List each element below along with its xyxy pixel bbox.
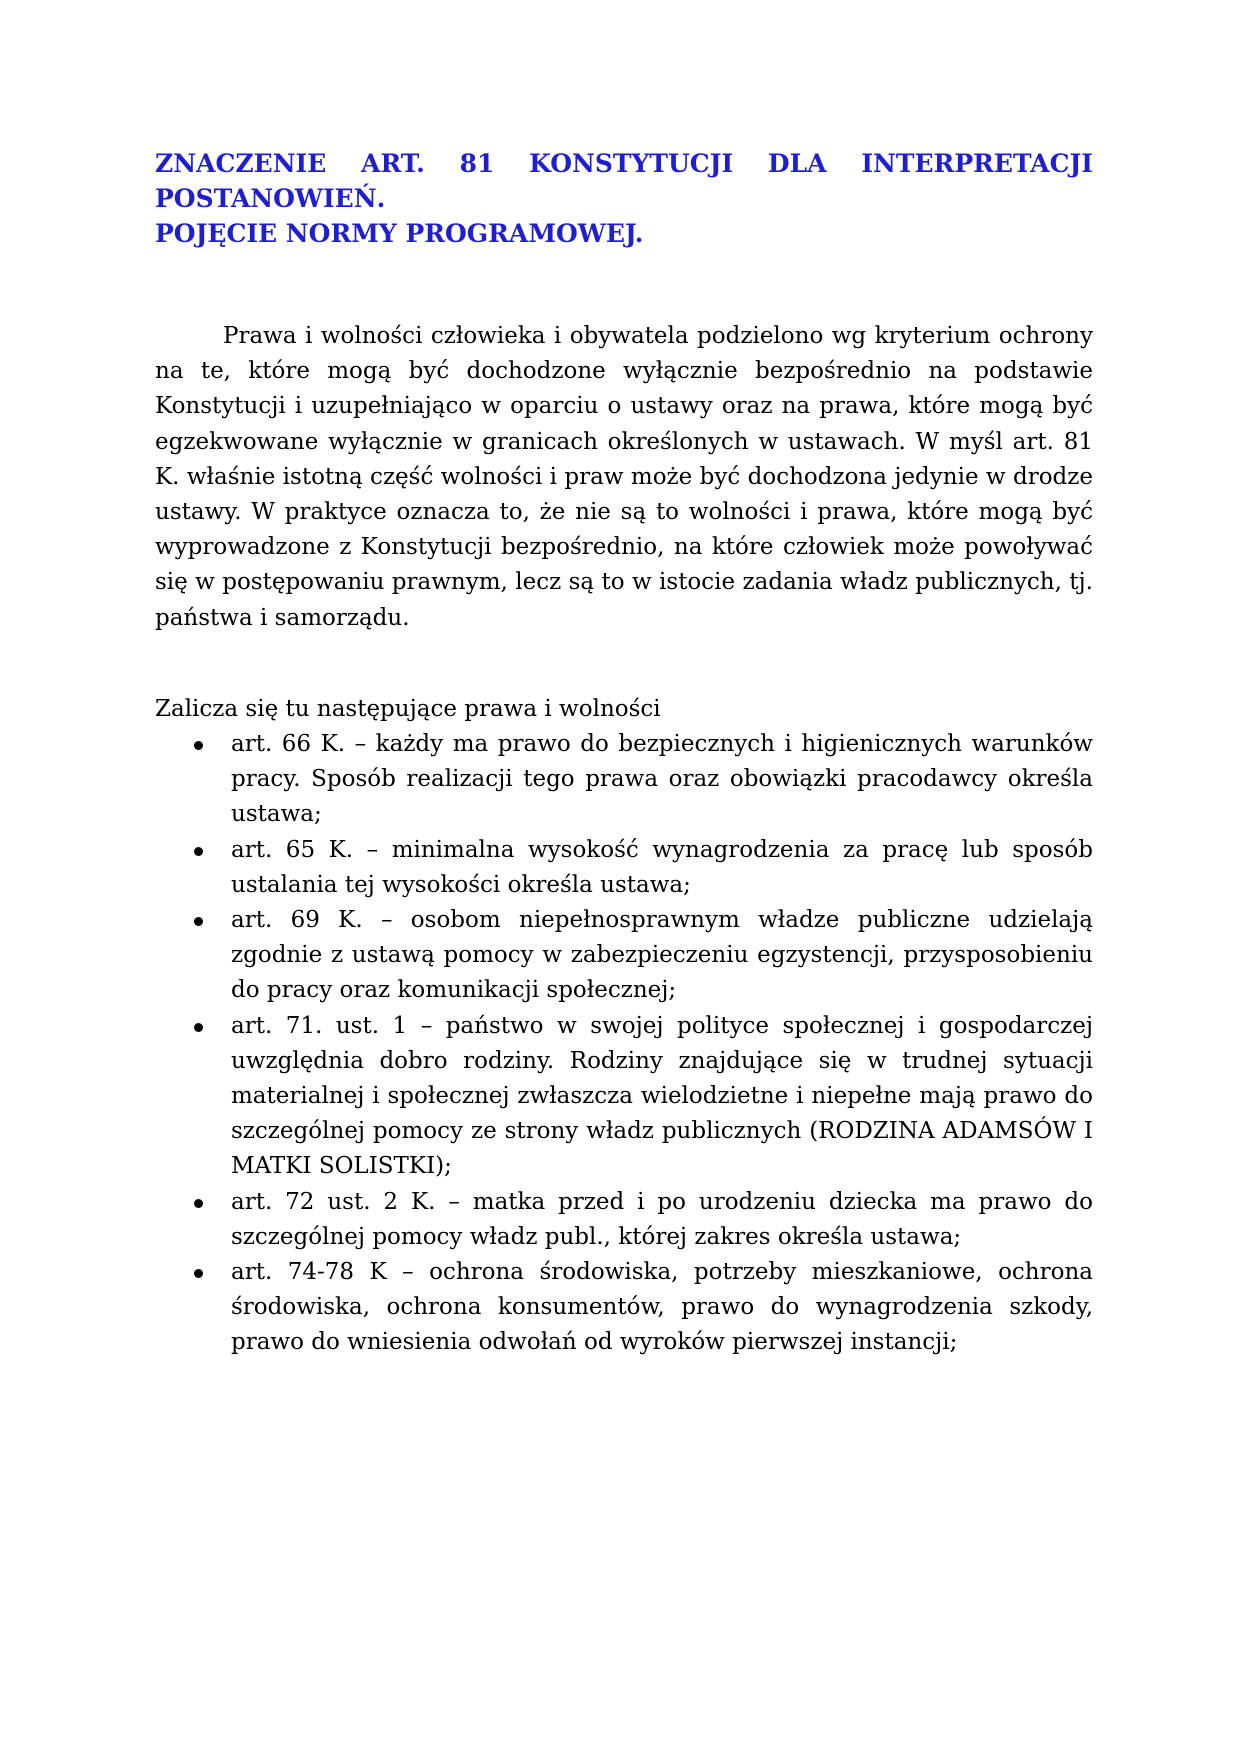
main-paragraph: Prawa i wolności człowieka i obywatela podzielono wg kryterium ochrony na te, które mogą być dochodzone wyłącznie bezpośrednio na podstawie Konstytucji i uzupełniająco w oparciu o ustawy oraz na prawa, które mogą być egzekwowane wyłącznie w granicach określonych w ustawach. W myśl art. 81 K. właśnie istotną część wolności i praw może być dochodzona jedynie w drodze ustawy. W praktyce oznacza to, że nie są to wolności i prawa, które mogą być wyprowadzone z Konstytucji bezpośrednio, na które człowiek może powoływać się w postępowaniu prawnym, lecz są to w istocie zadania władz publicznych, tj. państwa i samorządu. <box>155 323 1093 631</box>
bullet-icon <box>194 847 203 856</box>
list-item-text: art. 69 K. – osobom niepełnosprawnym władze publiczne udzielają zgodnie z ustawą pomocy w zabezpieczeniu egzystencji, przysposobieniu do pracy oraz komunikacji społecznej; <box>231 907 1093 1004</box>
list-item-text: art. 74-78 K – ochrona środowiska, potrzeby mieszkaniowe, ochrona środowiska, ochrona konsumentów, prawo do wynagrodzenia szkody, prawo do wniesienia odwołań od wyroków pierwszej instancji; <box>231 1259 1093 1356</box>
list-item-text: art. 71. ust. 1 – państwo w swojej polityce społecznej i gospodarczej uwzględnia dobro rodziny. Rodziny znajdujące się w trudnej sytuacji materialnej i społecznej zwłaszcza wielodzietne i niepełne mają prawo do szczególnej pomocy ze strony władz publicznych (RODZINA ADAMSÓW I MATKI SOLISTKI); <box>231 1012 1093 1180</box>
bullet-icon <box>194 917 203 926</box>
list-item <box>155 833 1093 903</box>
list-item <box>155 1185 1093 1255</box>
bullet-icon <box>194 1023 203 1032</box>
list-item <box>155 727 1093 833</box>
list-item-text: art. 66 K. – każdy ma prawo do bezpiecznych i higienicznych warunków pracy. Sposób realizacji tego prawa oraz obowiązki pracodawcy określa ustawa; <box>231 731 1093 828</box>
list-intro: Zalicza się tu następujące prawa i wolności <box>155 695 661 722</box>
list-item <box>155 1009 1093 1185</box>
rights-list <box>155 727 1093 1361</box>
bullet-icon <box>194 1269 203 1278</box>
list-item <box>155 1255 1093 1361</box>
bullet-icon <box>194 1199 203 1208</box>
document-page <box>155 146 1093 1361</box>
list-item <box>155 903 1093 1009</box>
heading-line-3: POJĘCIE NORMY PROGRAMOWEJ. <box>155 219 644 248</box>
document-heading <box>155 146 1093 251</box>
heading-line-1: ZNACZENIE ART. 81 KONSTYTUCJI DLA INTERPRETACJI <box>155 149 1093 178</box>
heading-line-2: POSTANOWIEŃ. <box>155 184 386 213</box>
list-item-text: art. 65 K. – minimalna wysokość wynagrodzenia za pracę lub sposób ustalania tej wysokości określa ustawa; <box>231 836 1093 898</box>
list-item-text: art. 72 ust. 2 K. – matka przed i po urodzeniu dziecka ma prawo do szczególnej pomocy władz publ., której zakres określa ustawa; <box>231 1188 1093 1250</box>
bullet-icon <box>194 741 203 750</box>
